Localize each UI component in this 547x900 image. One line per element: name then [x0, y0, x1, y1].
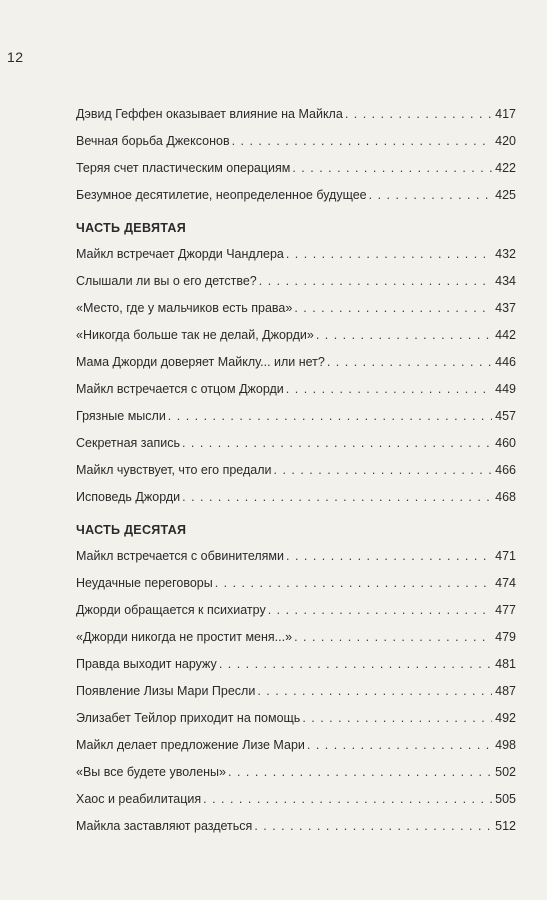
toc-entry — [76, 433, 516, 460]
toc-entry — [76, 131, 516, 158]
toc-entry — [76, 104, 516, 131]
toc-entry-page: 457 — [495, 409, 516, 423]
toc-entry — [76, 627, 516, 654]
toc-entry — [76, 735, 516, 762]
table-of-contents — [76, 104, 516, 843]
toc-entry-title: Дэвид Геффен оказывает влияние на Майкла — [76, 107, 343, 121]
toc-entry-title: Неудачные переговоры — [76, 576, 213, 590]
toc-group-part-nine — [76, 218, 516, 514]
toc-leader-dots — [203, 789, 492, 809]
toc-entry — [76, 600, 516, 627]
toc-entry-page: 422 — [495, 161, 516, 175]
toc-entry-page: 481 — [495, 657, 516, 671]
toc-leader-dots — [302, 708, 492, 728]
toc-entry — [76, 573, 516, 600]
toc-entry-page: 425 — [495, 188, 516, 202]
toc-leader-dots — [286, 244, 492, 264]
toc-entry — [76, 158, 516, 185]
toc-entry-page: 512 — [495, 819, 516, 833]
toc-entry-title: Теряя счет пластическим операциям — [76, 161, 291, 175]
toc-entry — [76, 406, 516, 433]
toc-entry-title: Слышали ли вы о его детстве? — [76, 274, 257, 288]
toc-leader-dots — [228, 762, 492, 782]
toc-entry — [76, 816, 516, 843]
toc-leader-dots — [294, 298, 492, 318]
toc-entry-title: Вечная борьба Джексонов — [76, 134, 230, 148]
toc-entry-page: 417 — [495, 107, 516, 121]
toc-leader-dots — [254, 816, 492, 836]
toc-entry — [76, 546, 516, 573]
toc-entry-title: Появление Лизы Мари Пресли — [76, 684, 256, 698]
toc-entry-page: 437 — [495, 301, 516, 315]
toc-entry-title: Майкл встречает Джорди Чандлера — [76, 247, 284, 261]
toc-entry-title: «Вы все будете уволены» — [76, 765, 226, 779]
toc-entry-page: 502 — [495, 765, 516, 779]
toc-entry — [76, 271, 516, 298]
toc-leader-dots — [286, 379, 492, 399]
toc-entry-title: Исповедь Джорди — [76, 490, 181, 504]
toc-entry-page: 446 — [495, 355, 516, 369]
toc-entry-page: 449 — [495, 382, 516, 396]
toc-entry-title: Секретная запись — [76, 436, 180, 450]
toc-leader-dots — [257, 681, 492, 701]
toc-entry-page: 434 — [495, 274, 516, 288]
toc-leader-dots — [369, 185, 493, 205]
section-heading: ЧАСТЬ ДЕСЯТАЯ — [76, 523, 187, 537]
toc-entry — [76, 681, 516, 708]
toc-leader-dots — [182, 487, 492, 507]
toc-group-part-ten — [76, 520, 516, 843]
toc-leader-dots — [259, 271, 492, 291]
toc-entry-page: 474 — [495, 576, 516, 590]
toc-leader-dots — [286, 546, 492, 566]
toc-entry-title: Элизабет Тейлор приходит на помощь — [76, 711, 301, 725]
toc-entry-page: 487 — [495, 684, 516, 698]
toc-entry-title: Майкла заставляют раздеться — [76, 819, 253, 833]
toc-entry-title: «Никогда больше так не делай, Джорди» — [76, 328, 314, 342]
toc-leader-dots — [232, 131, 493, 151]
toc-entry-page: 505 — [495, 792, 516, 806]
section-heading: ЧАСТЬ ДЕВЯТАЯ — [76, 221, 187, 235]
toc-entry-page: 442 — [495, 328, 516, 342]
toc-entry-page: 498 — [495, 738, 516, 752]
toc-entry-title: Правда выходит наружу — [76, 657, 217, 671]
toc-entry — [76, 325, 516, 352]
toc-leader-dots — [268, 600, 492, 620]
toc-entry-title: Грязные мысли — [76, 409, 166, 423]
toc-leader-dots — [307, 735, 492, 755]
toc-entry-title: Джорди обращается к психиатру — [76, 603, 266, 617]
toc-leader-dots — [182, 433, 492, 453]
toc-entry-title: Безумное десятилетие, неопределенное будущее — [76, 188, 367, 202]
toc-entry-page: 492 — [495, 711, 516, 725]
toc-entry-page: 468 — [495, 490, 516, 504]
toc-entry — [76, 185, 516, 212]
toc-entry-page: 479 — [495, 630, 516, 644]
toc-entry-page: 460 — [495, 436, 516, 450]
toc-leader-dots — [327, 352, 492, 372]
toc-entry — [76, 708, 516, 735]
toc-leader-dots — [316, 325, 492, 345]
toc-leader-dots — [292, 158, 492, 178]
toc-entry-title: Мама Джорди доверяет Майклу... или нет? — [76, 355, 325, 369]
toc-entry-page: 471 — [495, 549, 516, 563]
toc-entry — [76, 789, 516, 816]
toc-entry-title: «Место, где у мальчиков есть права» — [76, 301, 293, 315]
toc-entry-page: 432 — [495, 247, 516, 261]
toc-entry-page: 420 — [495, 134, 516, 148]
toc-entry — [76, 460, 516, 487]
toc-entry — [76, 352, 516, 379]
toc-entry — [76, 654, 516, 681]
toc-entry — [76, 487, 516, 514]
toc-entry-page: 466 — [495, 463, 516, 477]
toc-leader-dots — [215, 573, 492, 593]
toc-entry — [76, 379, 516, 406]
page-number: 12 — [7, 49, 24, 65]
toc-leader-dots — [345, 104, 492, 124]
toc-entry-title: Майкл чувствует, что его предали — [76, 463, 272, 477]
toc-entry-title: Майкл встречается с обвинителями — [76, 549, 285, 563]
toc-leader-dots — [219, 654, 492, 674]
toc-entry-title: Хаос и реабилитация — [76, 792, 202, 806]
toc-entry — [76, 244, 516, 271]
toc-entry — [76, 762, 516, 789]
toc-leader-dots — [168, 406, 492, 426]
toc-entry-title: «Джорди никогда не простит меня...» — [76, 630, 293, 644]
toc-entry — [76, 298, 516, 325]
toc-entry-title: Майкл делает предложение Лизе Мари — [76, 738, 305, 752]
toc-group-continuation — [76, 104, 516, 212]
toc-entry-page: 477 — [495, 603, 516, 617]
toc-entry-title: Майкл встречается с отцом Джорди — [76, 382, 284, 396]
toc-leader-dots — [294, 627, 492, 647]
toc-leader-dots — [274, 460, 493, 480]
